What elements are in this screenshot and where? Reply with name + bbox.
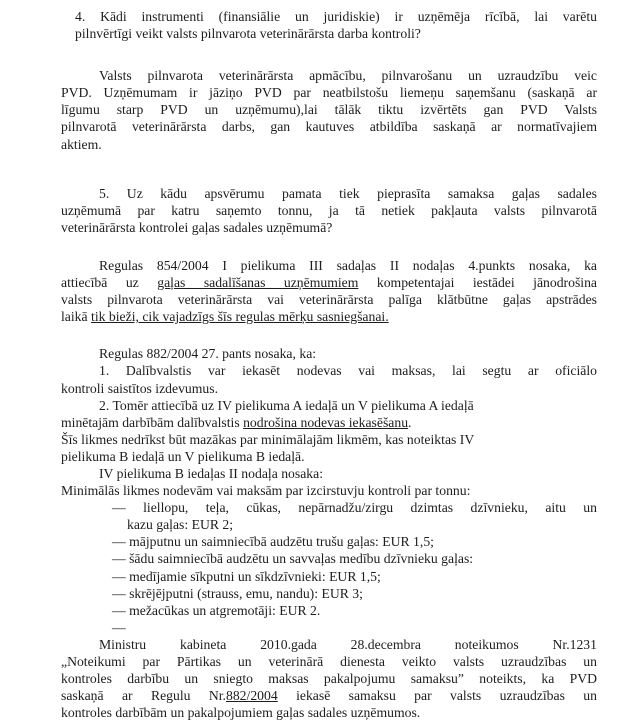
underlined-text: gaļas sadalīšanas uzņēmumiem [157, 275, 359, 291]
text-segment: aktiem. [61, 136, 102, 152]
text-line [61, 653, 597, 670]
text-segment: pilnvarotā veterinārārsta darbs, gan kautuves atbildība saskaņā ar normatīvajiem [61, 119, 597, 135]
text-line [61, 219, 597, 236]
text-line [61, 118, 597, 135]
paragraph-answer-5-regulation-882 [61, 345, 597, 636]
text-line [61, 414, 597, 431]
text-segment: kazu gaļas: EUR 2; [127, 517, 234, 533]
text-segment: līgumu starp PVD un uzņēmumu),lai tālāk tiktu izvērtēts gan PVD Valsts [61, 102, 597, 118]
text-line [61, 101, 597, 118]
paragraph-question-5 [61, 185, 597, 236]
text-segment: 1. Dalībvalstis var iekasēt nodevas vai maksas, lai segtu ar oficiālo [99, 363, 597, 379]
text-segment: — [112, 619, 126, 635]
text-segment: kontroles darbībām un pakalpojumiem gaļas sadales uzņēmumos. [61, 705, 421, 721]
text-segment: . [408, 414, 412, 430]
text-segment: saskaņā ar Regulu Nr. [61, 688, 226, 704]
paragraph-answer-5-mk-noteikumi [61, 636, 597, 721]
text-line [61, 345, 597, 362]
text-segment: laikā [61, 309, 92, 325]
text-line [61, 516, 597, 533]
text-line [61, 67, 597, 84]
text-line [61, 380, 597, 397]
paragraph-answer-4 [61, 67, 597, 152]
text-segment: minētajām darbībām dalībvalstis [61, 414, 244, 430]
paragraph-answer-5-regulation-854 [61, 257, 597, 325]
text-segment: „Noteikumi par Pārtikas un veterinārā dienesta veikto valsts uzraudzības un [61, 654, 597, 669]
text-line [61, 482, 597, 499]
text-segment: valsts pilnvarota veterinārārsta vai veterinārārsta palīga klātbūtne gaļas apstrādes [61, 292, 597, 308]
text-segment: uzņēmumā par katru saņemto tonnu, ja tā netiek pakļauta valsts pilnvarotā [61, 202, 597, 218]
text-line [61, 448, 597, 465]
text-line [61, 136, 597, 153]
text-line [61, 291, 597, 308]
paragraph-question-4 [75, 8, 597, 42]
text-segment: — mājputnu un saimniecībā audzētu trušu gaļas: EUR 1,5; [112, 534, 434, 550]
text-line [61, 619, 597, 636]
text-segment: veterinārārsta kontrolei gaļas sadales uzņēmumā? [61, 219, 333, 235]
text-segment: kontroli saistītos izdevumus. [61, 380, 219, 396]
text-line [61, 602, 597, 619]
text-line [61, 533, 597, 550]
text-line [61, 84, 597, 101]
text-segment: Ministru kabineta 2010.gada 28.decembra noteikumos Nr.1231 [99, 636, 597, 652]
underlined-text: tik bieži, cik vajadzīgs šīs regulas mērķu sasniegšanai. [91, 309, 389, 325]
underlined-text: 882/2004 [225, 688, 278, 704]
text-segment: — šādu saimniecībā audzētu un savvaļas medību dzīvnieku gaļas: [112, 551, 474, 567]
text-segment: 2. Tomēr attiecībā uz IV pielikuma A iedaļā un V pielikuma A iedaļā [99, 397, 474, 413]
text-segment: kontroles darbību un sniegto maksas pakalpojumu samaksu” noteikts, ka PVD [61, 671, 597, 687]
text-segment: pilnvērtīgi veikt valsts pilnvarota veterinārārsta darba kontroli? [75, 26, 421, 42]
text-segment: Šīs likmes nedrīkst būt mazākas par minimālajām likmēm, kas noteiktas IV [61, 431, 475, 447]
text-line [61, 431, 597, 448]
text-line [61, 257, 597, 274]
text-segment: — medījamie sīkputni un sīkdzīvnieki: EUR 1,5; [112, 568, 381, 584]
text-segment: 5. Uz kādu apsvērumu pamata tiek pieprasīta samaksa gaļas sadales [99, 185, 597, 201]
text-segment: pielikuma B iedaļā un V pielikuma B iedaļā. [61, 448, 305, 464]
underlined-text: nodrošina nodevas iekasēšanu [243, 414, 409, 430]
text-segment: iekasē samaksu par valsts uzraudzības un [277, 688, 597, 704]
text-line [61, 585, 597, 602]
text-line [61, 687, 597, 704]
text-segment: Valsts pilnvarota veterinārārsta apmācību, pilnvarošanu un uzraudzību veic [99, 68, 597, 84]
text-segment: PVD. Uzņēmumam ir jāziņo PVD par neatbilstošu liemeņu saņemšanu (saskaņā ar [61, 85, 597, 101]
text-segment: — liellopu, teļa, cūkas, nepārnadžu/zirgu dzimtas dzīvnieku, aitu un [112, 500, 597, 516]
text-line [61, 185, 597, 202]
text-line [61, 550, 597, 567]
text-segment: IV pielikuma B iedaļas II nodaļa nosaka: [99, 465, 324, 481]
text-segment: kompetentajai iestādei jānodrošina [358, 275, 598, 291]
text-line [61, 397, 597, 414]
text-line [61, 636, 597, 653]
text-line [61, 202, 597, 219]
text-line [61, 274, 597, 291]
text-line [61, 499, 597, 516]
text-segment: Minimālās likmes nodevām vai maksām par izcirstuvju kontroli par tonnu: [61, 483, 471, 499]
text-segment: Regulas 854/2004 I pielikuma III sadaļas II nodaļas 4.punkts nosaka, ka [99, 257, 597, 273]
text-line [61, 362, 597, 379]
text-line [61, 568, 597, 585]
text-line [61, 465, 597, 482]
text-line [61, 704, 597, 721]
text-segment: attiecībā uz [61, 275, 158, 291]
text-line [61, 670, 597, 687]
text-line [61, 308, 597, 325]
text-line [75, 25, 597, 42]
document-text-body [61, 8, 597, 721]
text-segment: Regulas 882/2004 27. pants nosaka, ka: [99, 346, 317, 362]
text-line [75, 8, 597, 25]
text-segment: — skrējējputni (strauss, emu, nandu): EUR 3; [112, 585, 363, 601]
text-segment: — mežacūkas un atgremotāji: EUR 2. [112, 602, 321, 618]
text-segment: 4. Kādi instrumenti (finansiālie un juridiskie) ir uzņēmēja rīcībā, lai varētu [75, 9, 597, 24]
